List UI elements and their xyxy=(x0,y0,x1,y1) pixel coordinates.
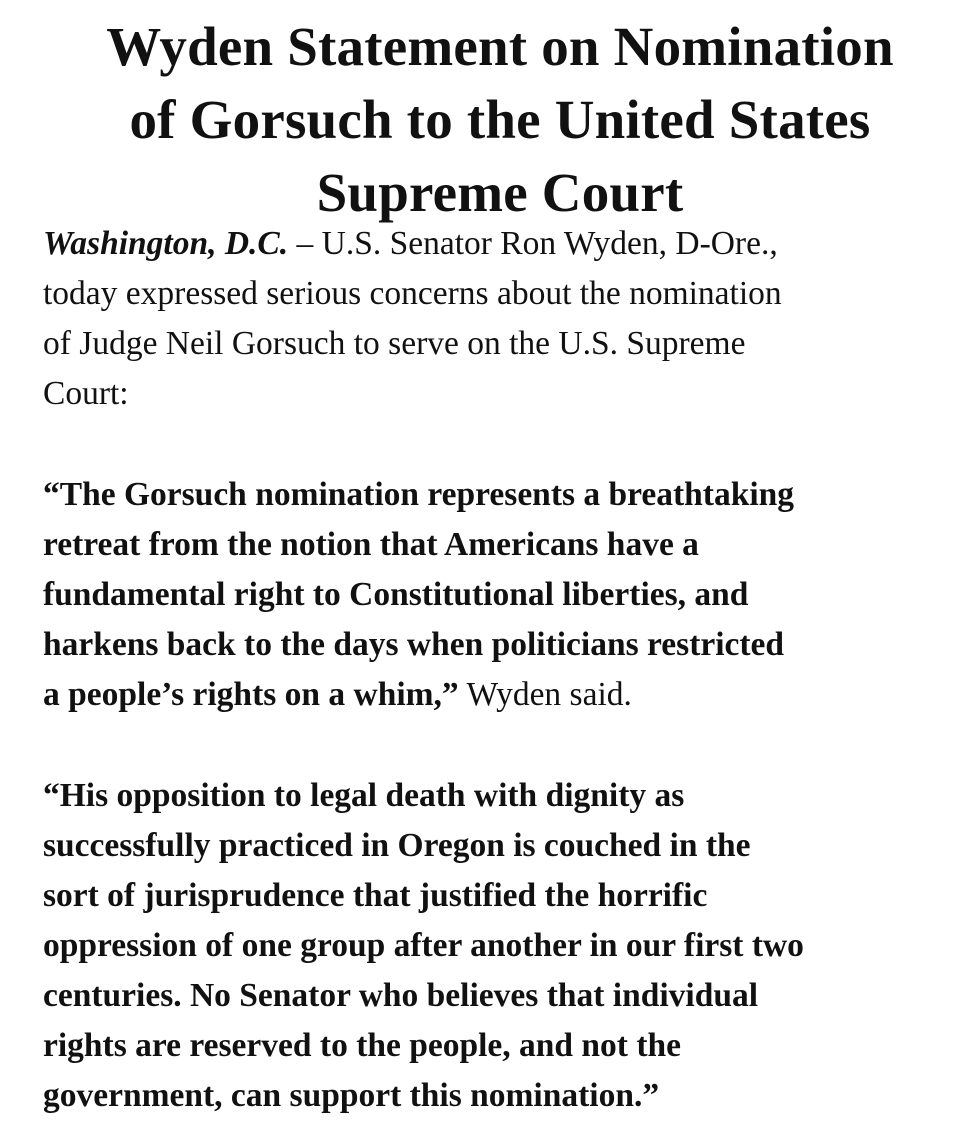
quote-line: retreat from the notion that Americans have a xyxy=(43,526,699,563)
quote-line: “The Gorsuch nomination represents a breathtaking xyxy=(43,476,795,513)
quote-line: centuries. No Senator who believes that individual xyxy=(43,977,759,1014)
quote-line: government, can support this nomination.” xyxy=(43,1077,660,1114)
quote-line: fundamental right to Constitutional liberties, and xyxy=(43,576,749,613)
quote-line: oppression of one group after another in our first two xyxy=(43,927,804,964)
title-line: of Gorsuch to the United States xyxy=(129,89,871,150)
quote-paragraph-1 xyxy=(43,470,973,720)
page-title xyxy=(20,10,980,229)
intro-line: Court: xyxy=(43,375,129,412)
dateline: Washington, D.C. xyxy=(43,225,289,262)
attribution: Wyden said. xyxy=(458,676,632,713)
intro-line-rest: – U.S. Senator Ron Wyden, D-Ore., xyxy=(288,225,778,262)
quote-line: sort of jurisprudence that justified the horrific xyxy=(43,877,708,914)
quote-line: harkens back to the days when politicians restricted xyxy=(43,626,785,663)
quote-line-end: a people’s rights on a whim,” xyxy=(43,676,459,713)
intro-line: of Judge Neil Gorsuch to serve on the U.S. Supreme xyxy=(43,325,746,362)
intro-first-line xyxy=(43,219,973,269)
quote-paragraph-2 xyxy=(43,771,973,1121)
title-line: Supreme Court xyxy=(316,162,684,223)
quote-last-line xyxy=(43,670,973,720)
quote-line: rights are reserved to the people, and not the xyxy=(43,1027,681,1064)
intro-line: today expressed serious concerns about the nomination xyxy=(43,275,782,312)
quote-line: successfully practiced in Oregon is couched in the xyxy=(43,827,751,864)
title-line: Wyden Statement on Nomination xyxy=(106,16,894,77)
intro-paragraph xyxy=(43,219,973,419)
quote-line: “His opposition to legal death with dignity as xyxy=(43,777,685,814)
